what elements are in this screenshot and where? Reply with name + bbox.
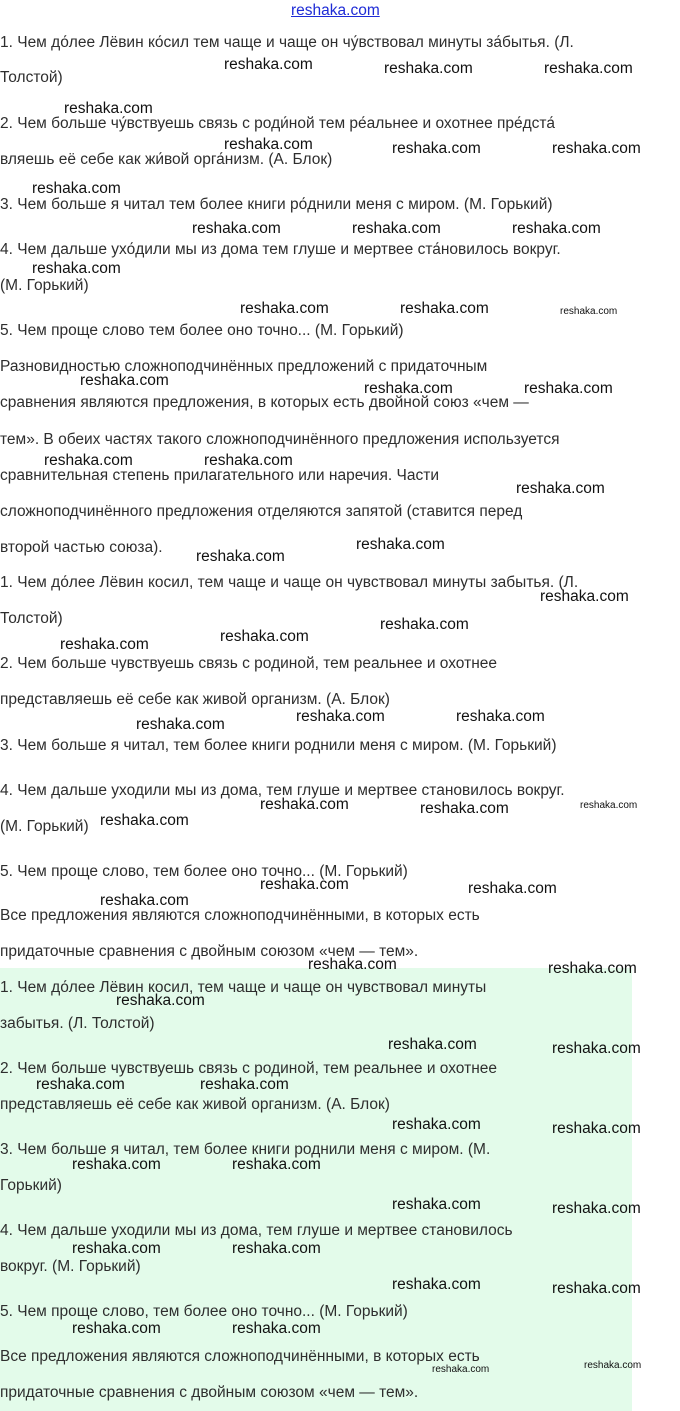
watermark-text: reshaka.com <box>100 892 189 909</box>
rule-line: сравнения являются предложения, в которых есть двойной союз «чем — <box>0 394 529 411</box>
answer-line: Все предложения являются сложноподчинёнными, в которых есть <box>0 1348 480 1365</box>
answer-line: 4. Чем дальше уходили мы из дома, тем глуше и мертвее становилось <box>0 1222 513 1239</box>
watermark-text: reshaka.com <box>560 306 618 317</box>
watermark-text: reshaka.com <box>392 1196 481 1213</box>
watermark-text: reshaka.com <box>200 1076 289 1093</box>
solution-line: 4. Чем дальше уходили мы из дома, тем глуше и мертвее становилось вокруг. <box>0 782 565 799</box>
watermark-text: reshaka.com <box>580 800 638 811</box>
answer-line: 2. Чем больше чувствуешь связь с родиной, тем реальнее и охотнее <box>0 1060 497 1077</box>
rule-line: сложноподчинённого предложения отделяются запятой (ставится перед <box>0 503 523 520</box>
watermark-text: reshaka.com <box>552 1280 641 1297</box>
watermark-text: reshaka.com <box>400 300 489 317</box>
solution-line: 1. Чем до́лее Лёвин косил, тем чаще и чаще он чувствовал минуты забытья. (Л. <box>0 574 579 591</box>
answer-line: 1. Чем до́лее Лёвин косил, тем чаще и чаще он чувствовал минуты <box>0 979 487 996</box>
watermark-text: reshaka.com <box>196 548 285 565</box>
task-line: 4. Чем дальше ухо́дили мы из дома тем глуше и мертвее ста́новилось вокруг. <box>0 241 561 258</box>
watermark-text: reshaka.com <box>60 636 149 653</box>
watermark-text: reshaka.com <box>224 56 313 73</box>
solution-line: Толстой) <box>0 610 63 627</box>
solution-line: придаточные сравнения с двойным союзом «чем — тем». <box>0 943 419 960</box>
answer-line: Горький) <box>0 1177 62 1194</box>
watermark-text: reshaka.com <box>468 880 557 897</box>
watermark-text: reshaka.com <box>260 796 349 813</box>
watermark-text: reshaka.com <box>524 380 613 397</box>
task-line: 2. Чем больше чу́вствуешь связь с роди́ной тем ре́альнее и охотнее пре́дста́ <box>0 115 555 132</box>
watermark-text: reshaka.com <box>232 1156 321 1173</box>
rule-line: сравнительная степень прилагательного или наречия. Части <box>0 467 439 484</box>
watermark-text: reshaka.com <box>516 480 605 497</box>
watermark-text: reshaka.com <box>552 1120 641 1137</box>
watermark-text: reshaka.com <box>392 1116 481 1133</box>
watermark-text: reshaka.com <box>136 716 225 733</box>
watermark-text: reshaka.com <box>204 452 293 469</box>
watermark-text: reshaka.com <box>80 372 169 389</box>
rule-line: Разновидностью сложноподчинённых предложений с придаточным <box>0 358 488 375</box>
task-line: 3. Чем больше я читал тем более книги ро́днили меня с миром. (М. Горький) <box>0 196 553 213</box>
watermark-text: reshaka.com <box>552 1200 641 1217</box>
solution-line: представляешь её себе как живой организм. (А. Блок) <box>0 691 390 708</box>
answer-line: представляешь её себе как живой организм. (А. Блок) <box>0 1096 390 1113</box>
watermark-text: reshaka.com <box>72 1156 161 1173</box>
task-line: 5. Чем проще слово тем более оно точно... (М. Горький) <box>0 322 404 339</box>
watermark-text: reshaka.com <box>232 1240 321 1257</box>
answer-line: вокруг. (М. Горький) <box>0 1258 141 1275</box>
watermark-text: reshaka.com <box>32 260 121 277</box>
solution-line: 2. Чем больше чувствуешь связь с родиной, тем реальнее и охотнее <box>0 655 497 672</box>
watermark-text: reshaka.com <box>552 1040 641 1057</box>
watermark-text: reshaka.com <box>432 1364 490 1375</box>
watermark-text: reshaka.com <box>36 1076 125 1093</box>
answer-line: 5. Чем проще слово, тем более оно точно... (М. Горький) <box>0 1303 408 1320</box>
watermark-text: reshaka.com <box>388 1036 477 1053</box>
solution-line: 3. Чем больше я читал, тем более книги роднили меня с миром. (М. Горький) <box>0 737 557 754</box>
watermark-text: reshaka.com <box>100 812 189 829</box>
watermark-text: reshaka.com <box>224 136 313 153</box>
watermark-text: reshaka.com <box>72 1320 161 1337</box>
watermark-text: reshaka.com <box>392 140 481 157</box>
task-line: 1. Чем до́лее Лёвин ко́сил тем чаще и чаще он чу́вствовал минуты за́бытья. (Л. <box>0 34 574 51</box>
watermark-text: reshaka.com <box>364 380 453 397</box>
watermark-text: reshaka.com <box>64 100 153 117</box>
answer-block <box>0 968 632 1411</box>
watermark-text: reshaka.com <box>540 588 629 605</box>
watermark-text: reshaka.com <box>308 956 397 973</box>
rule-line: тем». В обеих частях такого сложноподчинённого предложения используется <box>0 431 560 448</box>
watermark-text: reshaka.com <box>44 452 133 469</box>
watermark-text: reshaka.com <box>380 616 469 633</box>
watermark-text: reshaka.com <box>356 536 445 553</box>
watermark-text: reshaka.com <box>548 960 637 977</box>
watermark-text: reshaka.com <box>32 180 121 197</box>
watermark-text: reshaka.com <box>260 876 349 893</box>
watermark-text: reshaka.com <box>72 1240 161 1257</box>
watermark-text: reshaka.com <box>456 708 545 725</box>
watermark-text: reshaka.com <box>116 992 205 1009</box>
watermark-text: reshaka.com <box>512 220 601 237</box>
solution-line: 5. Чем проще слово, тем более оно точно... (М. Горький) <box>0 863 408 880</box>
answer-line: 3. Чем больше я читал, тем более книги роднили меня с миром. (М. <box>0 1141 491 1158</box>
task-line: вляешь её себе как жи́вой орга́низм. (А. Блок) <box>0 151 333 168</box>
watermark-text: reshaka.com <box>584 1360 642 1371</box>
watermark-text: reshaka.com <box>552 140 641 157</box>
rule-line: второй частью союза). <box>0 539 163 556</box>
answer-line: забытья. (Л. Толстой) <box>0 1015 155 1032</box>
answer-line: придаточные сравнения с двойным союзом «чем — тем». <box>0 1384 419 1401</box>
watermark-text: reshaka.com <box>420 800 509 817</box>
watermark-text: reshaka.com <box>220 628 309 645</box>
watermark-text: reshaka.com <box>296 708 385 725</box>
solution-line: (М. Горький) <box>0 818 89 835</box>
watermark-text: reshaka.com <box>544 60 633 77</box>
task-line: Толстой) <box>0 69 63 86</box>
watermark-text: reshaka.com <box>192 220 281 237</box>
watermark-text: reshaka.com <box>232 1320 321 1337</box>
watermark-text: reshaka.com <box>240 300 329 317</box>
solution-line: Все предложения являются сложноподчинёнными, в которых есть <box>0 907 480 924</box>
watermark-text: reshaka.com <box>392 1276 481 1293</box>
task-line: (М. Горький) <box>0 277 89 294</box>
watermark-text: reshaka.com <box>352 220 441 237</box>
site-brand-link[interactable]: reshaka.com <box>291 2 380 19</box>
watermark-text: reshaka.com <box>384 60 473 77</box>
